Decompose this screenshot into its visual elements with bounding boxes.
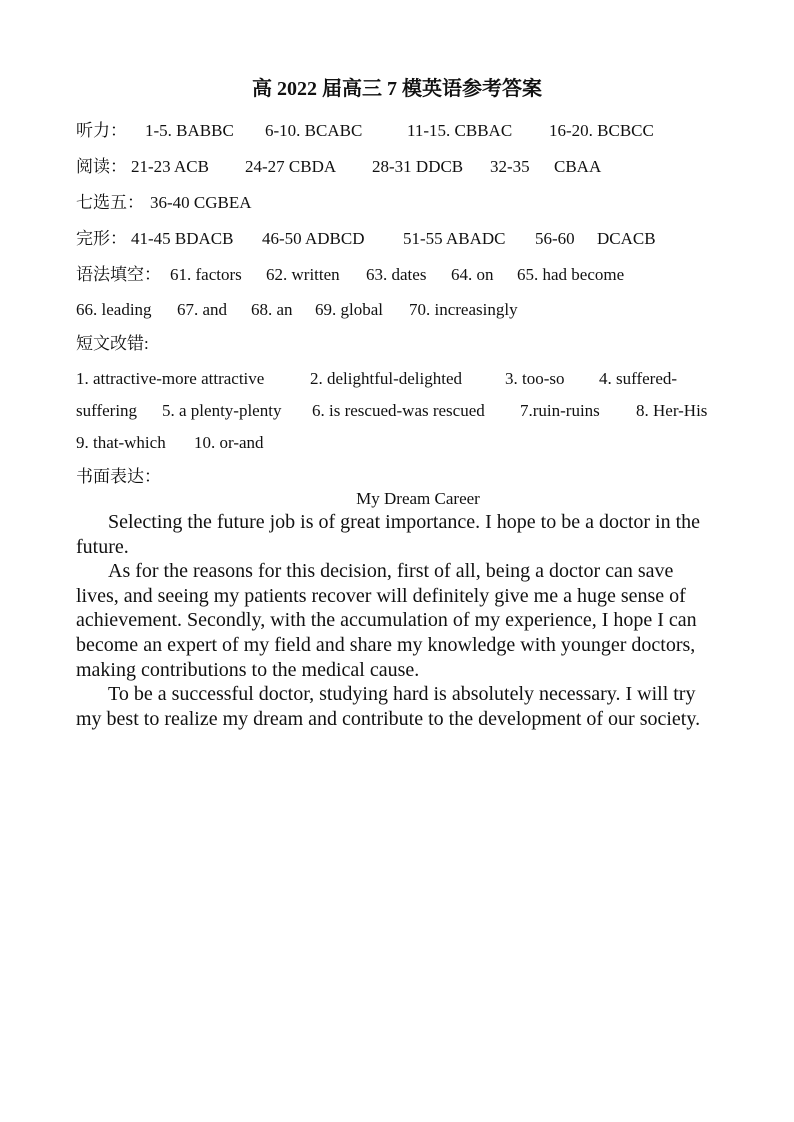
answer-group: 3. too-so <box>505 369 565 388</box>
answer-group: 11-15. CBBAC <box>407 121 513 140</box>
answer-group: 7.ruin-ruins <box>520 401 600 420</box>
grammar-label: 语法填空： <box>76 265 161 284</box>
cloze-label: 完形： <box>76 229 127 248</box>
page-title: 高 2022 届高三 7 模英语参考答案 <box>252 78 542 100</box>
correction-label: 短文改错: <box>76 334 149 353</box>
answer-group: 28-31 DDCB <box>372 157 464 176</box>
answer-group: 66. leading <box>76 300 152 319</box>
essay-body <box>76 510 716 731</box>
essay-paragraph: As for the reasons for this decision, first of all, being a doctor can save lives, and seeing my patients recover will definitely give me a huge sense of achievement. Secondly, with the accumulation of my experience, I hope I can become an expert of my field and share my knowledge with younger doctors, making contributions to the medical cause. <box>76 560 697 681</box>
answer-group: 69. global <box>315 300 383 319</box>
answer-group: 61. factors <box>170 265 242 284</box>
answer-group: 51-55 ABADC <box>403 229 506 248</box>
answer-group: 65. had become <box>517 265 625 284</box>
answer-group: 9. that-which <box>76 433 166 452</box>
answer-group: 21-23 ACB <box>131 157 209 176</box>
listening-label: 听力： <box>76 121 127 140</box>
answer-group: 70. increasingly <box>409 300 518 319</box>
writing-label: 书面表达： <box>76 467 161 486</box>
answer-group: 4. suffered- <box>599 369 678 388</box>
seven-choose-five-label: 七选五： <box>76 193 144 212</box>
answer-group: 6. is rescued-was rescued <box>312 401 485 420</box>
answer-group: 36-40 CGBEA <box>150 193 252 212</box>
essay-paragraph: To be a successful doctor, studying hard is absolutely necessary. I will try my best to realize my dream and contribute to the development of our society. <box>76 683 701 730</box>
answer-group: 63. dates <box>366 265 427 284</box>
answer-group: 62. written <box>266 265 340 284</box>
answer-group: 8. Her-His <box>636 401 708 420</box>
answer-group: 1-5. BABBC <box>145 121 234 140</box>
answer-group: 16-20. BCBCC <box>549 121 654 140</box>
answer-group: 67. and <box>177 300 228 319</box>
answer-group: DCACB <box>597 229 656 248</box>
answer-group: 68. an <box>251 300 293 319</box>
answer-group: 24-27 CBDA <box>245 157 337 176</box>
answer-group: 56-60 <box>535 229 575 248</box>
answer-group: CBAA <box>554 157 602 176</box>
answer-group: 32-35 <box>490 157 530 176</box>
answer-group: 6-10. BCABC <box>265 121 363 140</box>
answer-group: 5. a plenty-plenty <box>162 401 282 420</box>
answer-group: 46-50 ADBCD <box>262 229 365 248</box>
answer-group: suffering <box>76 401 138 420</box>
essay-title: My Dream Career <box>356 489 480 508</box>
answer-group: 64. on <box>451 265 494 284</box>
answer-group: 10. or-and <box>194 433 264 452</box>
essay-paragraph: Selecting the future job is of great importance. I hope to be a doctor in the future. <box>76 511 701 558</box>
answer-group: 2. delightful-delighted <box>310 369 463 388</box>
reading-label: 阅读： <box>76 157 127 176</box>
answer-group: 41-45 BDACB <box>131 229 234 248</box>
answer-group: 1. attractive-more attractive <box>76 369 265 388</box>
